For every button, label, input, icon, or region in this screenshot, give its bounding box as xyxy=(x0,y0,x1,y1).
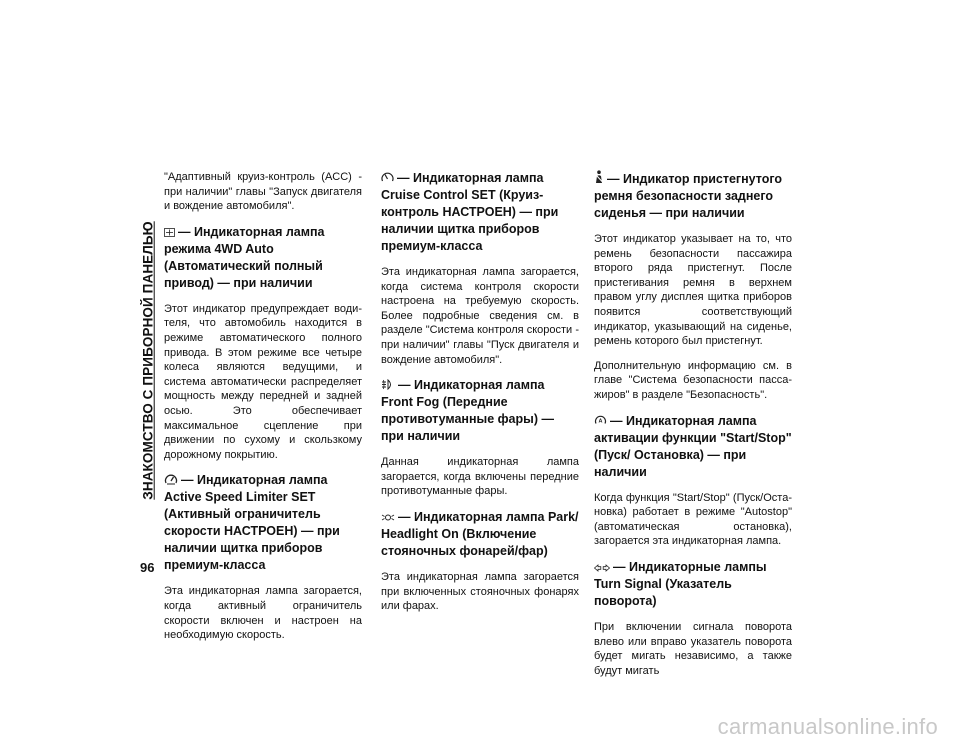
turn-signal-icon xyxy=(594,564,610,572)
body-paragraph xyxy=(594,491,792,549)
column-3 xyxy=(594,170,792,688)
section-title-text: ЗНАКОМСТВО С ПРИБОРНОЙ ПАНЕЛЬЮ xyxy=(140,220,156,500)
svg-text:A: A xyxy=(598,418,603,425)
section-heading xyxy=(594,559,792,610)
paragraph-text: Этот индикатор предупреждает водителя, что автомобиль находится в режиме автоматического полного привода. В этом режиме все четыре колеса являются ведущими, и система автоматически распределяет мощность между передней и задней осью. Это обеспечивает максимальное сцепление при движении по сухому и скользкому дорожному покрытию. xyxy=(164,302,362,461)
body-paragraph xyxy=(594,232,792,349)
paragraph-text: Этот индикатор указывает на то, что ремень безопасности пассажира второго ряда пристегнут. После пристегивания ремня в верхнем правом углу дисплея щитка приборов появится соответствующий индикатор, указывающий на сиденье, ремень которого был пристегнут. xyxy=(594,233,792,348)
speed-limiter-icon xyxy=(164,473,178,485)
body-paragraph xyxy=(381,265,579,367)
heading-text: — Индикаторные лампы Turn Signal (Указатель поворота) xyxy=(594,559,767,608)
section-heading xyxy=(164,224,362,292)
column-1 xyxy=(164,170,362,653)
paragraph-text: Эта индикаторная лампа загорается, когда активный ограничитель скорости включен и настроен на необходимую скорость. xyxy=(164,585,362,642)
heading-text: — Индикаторная лампа активации функции "Start/Stop" (Пуск/ Остановка) — при наличии xyxy=(594,413,792,479)
heading-text: — Индикатор пристегнутого ремня безопасности заднего сиденья — при наличии xyxy=(594,172,783,220)
heading-text: — Индикаторная лампа Cruise Control SET (Круиз-контроль НАСТРОЕН) — при наличии щитка приборов премиум-класса xyxy=(381,171,559,253)
heading-text: — Индикаторная лампа Park/ Headlight On (Включение стояночных фонарей/фар) xyxy=(381,509,579,558)
heading-text: — Индикаторная лампа Front Fog (Передние противотуманные фары) — при наличии xyxy=(381,378,554,444)
section-heading xyxy=(594,413,792,481)
body-paragraph xyxy=(164,170,362,214)
front-fog-icon xyxy=(381,379,395,390)
heading-text: — Индикаторная лампа режима 4WD Auto (Автоматический полный привод) — при наличии xyxy=(164,224,325,290)
section-side-title xyxy=(138,170,158,550)
page-number: 96 xyxy=(140,560,155,575)
body-paragraph xyxy=(164,302,362,463)
section-heading xyxy=(594,170,792,222)
column-2 xyxy=(381,170,579,624)
paragraph-text: Эта индикаторная лампа загорается при включенных стояночных фонарях или фарах. xyxy=(381,570,579,613)
body-paragraph xyxy=(594,359,792,403)
section-heading xyxy=(381,377,579,445)
start-stop-icon xyxy=(594,414,607,426)
section-heading xyxy=(381,170,579,255)
seatbelt-icon xyxy=(594,170,604,184)
body-paragraph xyxy=(164,584,362,642)
body-paragraph xyxy=(381,455,579,499)
body-paragraph xyxy=(594,620,792,678)
section-heading xyxy=(381,509,579,560)
paragraph-text: Когда функция "Start/Stop" (Пуск/Остановка) работает в режиме "Autostop" (автоматическая остановка), загорается эта индикаторная лампа. xyxy=(594,491,792,548)
paragraph-text: Эта индикаторная лампа загорается, когда система контроля скорости настроена на требуемую скорость. Более подробные сведения см. в разделе "Система контроля скорости - при наличии" главы "Пуск двигателя и вождение автомобиля". xyxy=(381,266,579,366)
paragraph-text: Дополнительную информацию см. в главе "Система безопасности пассажиров" в разделе "Безопасность". xyxy=(594,359,792,401)
paragraph-text: "Адаптивный круиз-контроль (ACC) - при наличии" главы "Запуск двигателя и вождение автомобиля". xyxy=(164,171,362,213)
section-heading xyxy=(164,472,362,574)
cruise-control-icon xyxy=(381,171,394,183)
4wd-auto-icon xyxy=(164,228,175,237)
park-light-icon xyxy=(381,513,395,522)
paragraph-text: При включении сигнала поворота влево или вправо указатель поворота будет мигать независимо, а также будут мигать xyxy=(594,620,792,677)
body-paragraph xyxy=(381,570,579,614)
paragraph-text: Данная индикаторная лампа загорается, когда включены передние противотуманные фары. xyxy=(381,456,579,498)
heading-text: — Индикаторная лампа Active Speed Limiter SET (Активный ограничитель скорости НАСТРОЕН) — при наличии щитка приборов премиум-класса xyxy=(164,473,340,573)
watermark: carmanualsonline.info xyxy=(717,714,938,739)
